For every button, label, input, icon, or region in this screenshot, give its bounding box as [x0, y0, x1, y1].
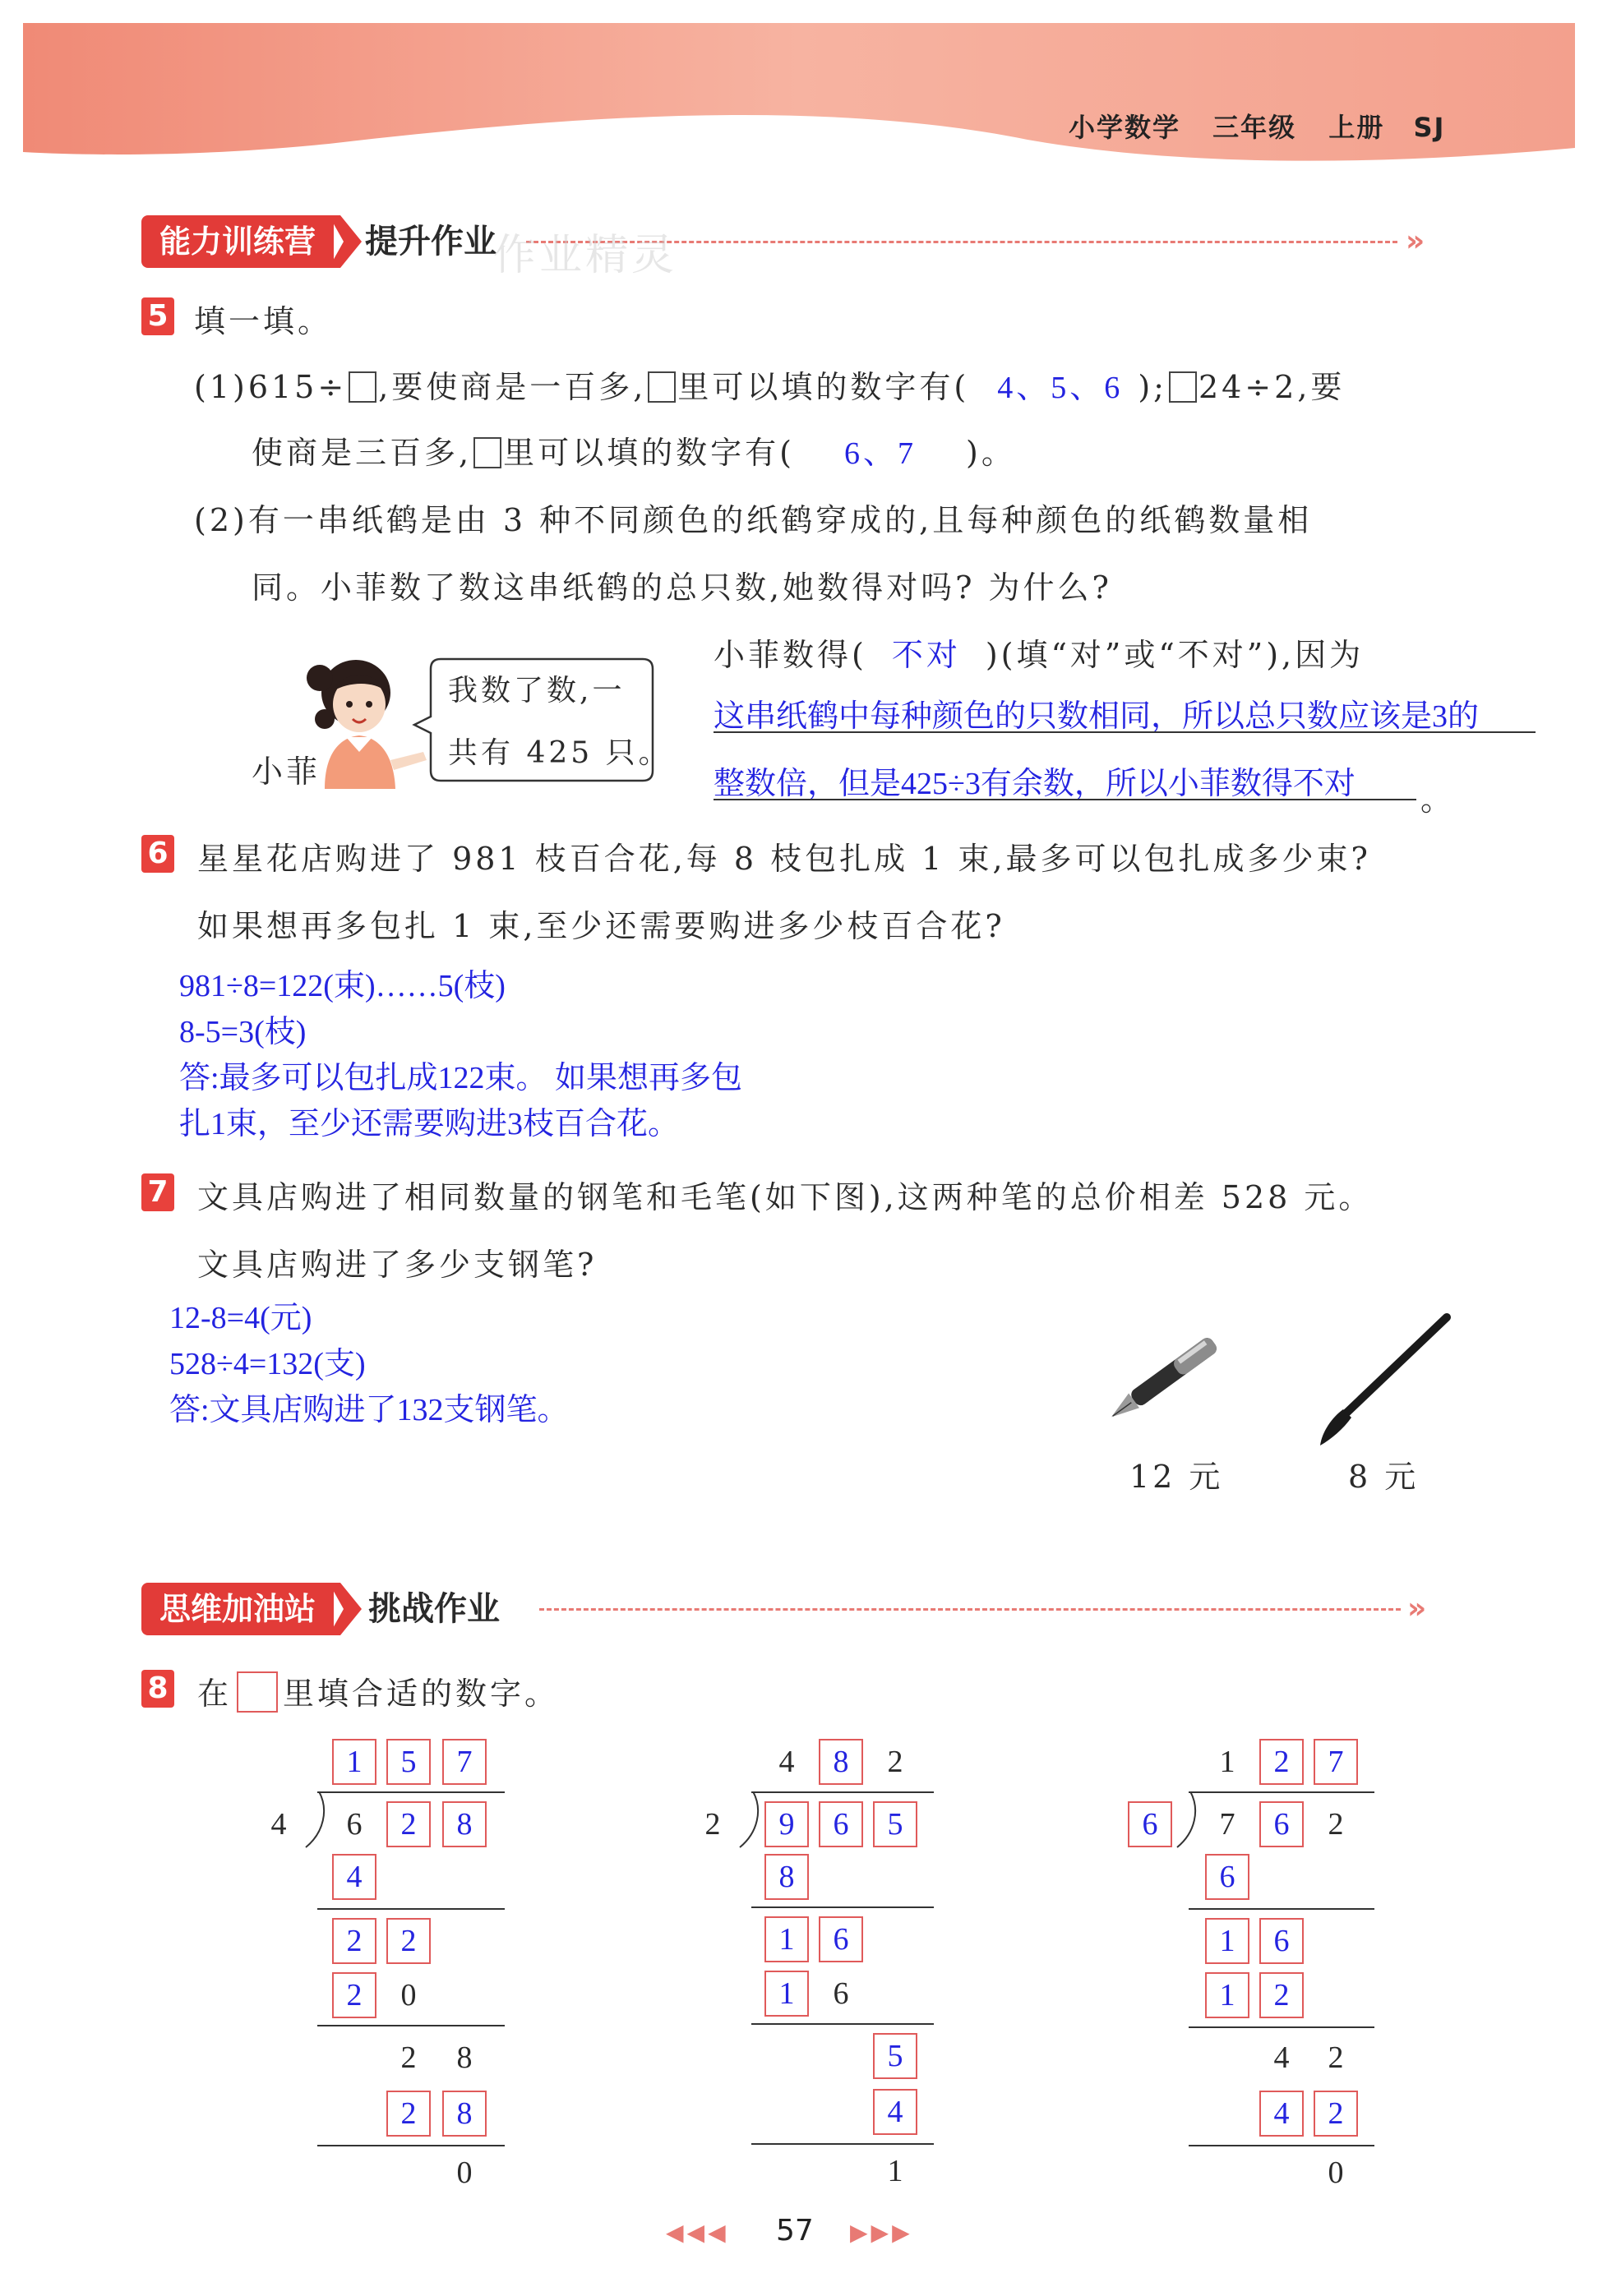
q5-reason-line1: 这串纸鹤中每种颜色的只数相同，所以总只数应该是3的 — [714, 699, 1480, 734]
q5-text-h: )。 — [966, 435, 1016, 471]
q5-text-a: (1)615÷ — [194, 369, 348, 405]
q6-answer-1: 981÷8=122(束)……5(枝) — [179, 969, 506, 1003]
bubble-line-2: 共有 425 只。 — [448, 736, 672, 770]
step-digit-box[interactable]: 5 — [873, 2033, 917, 2079]
q5-judge-answer: 不对 — [891, 639, 961, 673]
section-divider-2 — [539, 1608, 1401, 1611]
step-digit-box[interactable]: 1 — [1205, 1918, 1249, 1964]
step-digit-box[interactable]: 2 — [1259, 1972, 1304, 2018]
step-digit-box[interactable]: 8 — [764, 1854, 809, 1900]
division-bar — [751, 1791, 934, 1793]
q5-text-f: 使商是三百多, — [252, 435, 473, 471]
q6-answer-2: 8-5=3(枝) — [179, 1015, 307, 1049]
step-digit-box[interactable]: 2 — [386, 1918, 431, 1964]
pen-price: 12 元 — [1129, 1459, 1224, 1495]
division-bracket — [735, 1791, 760, 1849]
q7-line2: 文具店购进了多少支钢笔? — [197, 1247, 598, 1283]
header-grade: 三年级 — [1212, 112, 1297, 143]
step-line — [751, 1906, 934, 1908]
bubble-line-1: 我数了数,一 — [448, 674, 626, 708]
q7-answer-2: 528÷4=132(支) — [169, 1347, 366, 1381]
step-line — [1189, 2145, 1374, 2146]
q5-reason-end: 。 — [1420, 781, 1456, 818]
step-digit: 4 — [1273, 2040, 1290, 2075]
step-digit: 2 — [1328, 2040, 1344, 2075]
girl-name-label: 小菲 — [252, 754, 321, 790]
q5-reason-line2: 整数倍，但是425÷3有余数，所以小菲数得不对 — [714, 767, 1356, 801]
step-digit-box[interactable]: 6 — [1259, 1918, 1304, 1964]
section-label-ability: 能力训练营 — [141, 215, 334, 268]
double-chevron-icon: » — [1406, 224, 1425, 258]
step-line — [317, 1908, 505, 1910]
dividend-digit-box[interactable]: 9 — [764, 1801, 809, 1847]
brush-price: 8 元 — [1348, 1459, 1420, 1495]
q5-text-g: 里可以填的数字有( — [503, 435, 795, 471]
q5-answer-2: 6、7 — [844, 436, 917, 471]
blank-box — [473, 437, 501, 468]
q8-title-a: 在 — [197, 1676, 233, 1712]
division-bracket — [301, 1791, 326, 1849]
dividend-digit: 6 — [346, 1807, 363, 1842]
page-number: 57 — [776, 2214, 814, 2248]
quotient-digit-box[interactable]: 1 — [332, 1739, 376, 1785]
section-label-notch — [329, 215, 362, 268]
step-line — [1189, 2026, 1374, 2028]
step-digit-box[interactable]: 6 — [1205, 1854, 1249, 1900]
answer-underline — [714, 731, 1536, 733]
step-line — [751, 2143, 934, 2145]
q5-text-c: 里可以填的数字有( — [677, 369, 970, 405]
division-bracket — [1172, 1791, 1197, 1849]
q8-title-b: 里填合适的数字。 — [283, 1676, 560, 1712]
blank-box — [1169, 371, 1197, 403]
remainder: 0 — [456, 2155, 473, 2190]
dividend-digit-box[interactable]: 6 — [819, 1801, 863, 1847]
quotient-digit: 4 — [778, 1745, 795, 1779]
brush-pen-icon — [1307, 1311, 1455, 1450]
step-digit-box[interactable]: 1 — [1205, 1972, 1249, 2018]
quotient-digit-box[interactable]: 2 — [1259, 1739, 1304, 1785]
step-digit-box[interactable]: 4 — [1259, 2091, 1304, 2137]
prev-arrows-icon: ◀◀◀ — [666, 2219, 729, 2246]
q6-answer-4: 扎1束，至少还需要购进3枝百合花。 — [179, 1107, 680, 1141]
q5-text-b: ,要使商是一百多, — [378, 369, 647, 405]
question-number-5: 5 — [141, 297, 174, 335]
q5-title: 填一填。 — [194, 303, 333, 339]
question-number-6: 6 — [141, 835, 174, 873]
section-label-notch — [329, 1583, 362, 1635]
step-digit-box[interactable]: 4 — [332, 1854, 376, 1900]
remainder: 0 — [1328, 2155, 1344, 2190]
quotient-digit-box[interactable]: 7 — [1314, 1739, 1358, 1785]
q6-line2: 如果想再多包扎 1 束,至少还需要购进多少枝百合花? — [197, 908, 1005, 944]
sample-box — [237, 1671, 278, 1713]
step-digit-box[interactable]: 4 — [873, 2089, 917, 2135]
step-digit: 8 — [456, 2040, 473, 2075]
step-digit-box[interactable]: 8 — [442, 2091, 487, 2137]
step-digit: 0 — [400, 1978, 417, 2012]
step-line — [317, 2145, 505, 2146]
header-info — [1069, 107, 1445, 145]
section-tag-challenge: 挑战作业 — [368, 1590, 500, 1628]
question-number-7: 7 — [141, 1173, 174, 1211]
question-number-8: 8 — [141, 1670, 174, 1708]
step-digit: 2 — [400, 2040, 417, 2075]
q5-part2-line2: 同。小菲数了数这串纸鹤的总只数,她数得对吗? 为什么? — [252, 569, 1112, 606]
header-subject: 小学数学 — [1069, 112, 1181, 143]
step-digit-box[interactable]: 2 — [1314, 2091, 1358, 2137]
step-line — [317, 2025, 505, 2026]
step-digit-box[interactable]: 2 — [332, 1972, 376, 2018]
q5-part1-line1 — [194, 362, 1345, 407]
header-edition: SJ — [1413, 112, 1446, 143]
dividend-digit: 7 — [1219, 1807, 1235, 1842]
blank-box — [349, 371, 376, 403]
divisor-box[interactable]: 6 — [1128, 1801, 1172, 1847]
blank-box — [648, 371, 676, 403]
next-arrows-icon: ▶▶▶ — [850, 2219, 913, 2246]
step-digit-box[interactable]: 1 — [764, 1916, 809, 1962]
quotient-digit-box[interactable]: 5 — [386, 1739, 431, 1785]
q7-answer-3: 答:文具店购进了132支钢笔。 — [169, 1393, 569, 1427]
q5-part1-line2 — [252, 427, 1016, 473]
q6-answer-3: 答:最多可以包扎成122束。 如果想再多包 — [179, 1061, 743, 1095]
dividend-digit: 2 — [1328, 1807, 1344, 1842]
divisor: 4 — [270, 1807, 287, 1842]
step-line — [1189, 1908, 1374, 1910]
step-digit-box[interactable]: 2 — [386, 2091, 431, 2137]
q8-title — [197, 1668, 559, 1713]
step-line — [751, 2023, 934, 2025]
division-bar — [1189, 1791, 1374, 1793]
watermark: 作业精灵 — [493, 231, 678, 280]
dividend-digit-box[interactable]: 6 — [1259, 1801, 1304, 1847]
step-digit-box[interactable]: 2 — [332, 1918, 376, 1964]
division-bar — [317, 1791, 505, 1793]
quotient-digit: 2 — [887, 1745, 903, 1779]
section-tag-improve: 提升作业 — [365, 223, 496, 260]
step-digit: 6 — [833, 1976, 849, 2011]
q5-text-e: 24÷2,要 — [1198, 369, 1346, 405]
answer-underline — [714, 799, 1416, 800]
q5-judge-line — [714, 629, 1364, 675]
step-digit-box[interactable]: 1 — [764, 1971, 809, 2017]
q5-part2-line1: (2)有一串纸鹤是由 3 种不同颜色的纸鹤穿成的,且每种颜色的纸鹤数量相 — [194, 502, 1313, 538]
header-banner — [0, 0, 1598, 173]
q6-line1: 星星花店购进了 981 枝百合花,每 8 枝包扎成 1 束,最多可以包扎成多少束? — [197, 841, 1371, 877]
header-volume: 上册 — [1328, 112, 1385, 143]
step-digit-box[interactable]: 6 — [819, 1916, 863, 1962]
q7-line1: 文具店购进了相同数量的钢笔和毛笔(如下图),这两种笔的总价相差 528 元。 — [197, 1179, 1374, 1215]
q5-judge-b: )(填“对”或“不对”),因为 — [985, 637, 1365, 673]
divisor: 2 — [704, 1807, 721, 1842]
quotient-digit: 1 — [1219, 1745, 1235, 1779]
quotient-digit-box[interactable]: 7 — [442, 1739, 487, 1785]
dividend-digit-box[interactable]: 2 — [386, 1801, 431, 1847]
section-label-thinking: 思维加油站 — [141, 1583, 334, 1635]
q5-judge-a: 小菲数得( — [714, 637, 867, 673]
dividend-digit-box[interactable]: 5 — [873, 1801, 917, 1847]
fountain-pen-icon — [1093, 1315, 1241, 1438]
double-chevron-icon: » — [1407, 1592, 1427, 1625]
quotient-digit-box[interactable]: 8 — [819, 1739, 863, 1785]
remainder: 1 — [887, 2154, 903, 2188]
q5-answer-1: 4、5、6 — [997, 371, 1124, 405]
q7-answer-1: 12-8=4(元) — [169, 1301, 312, 1335]
q5-text-d: ); — [1138, 369, 1167, 405]
dividend-digit-box[interactable]: 8 — [442, 1801, 487, 1847]
